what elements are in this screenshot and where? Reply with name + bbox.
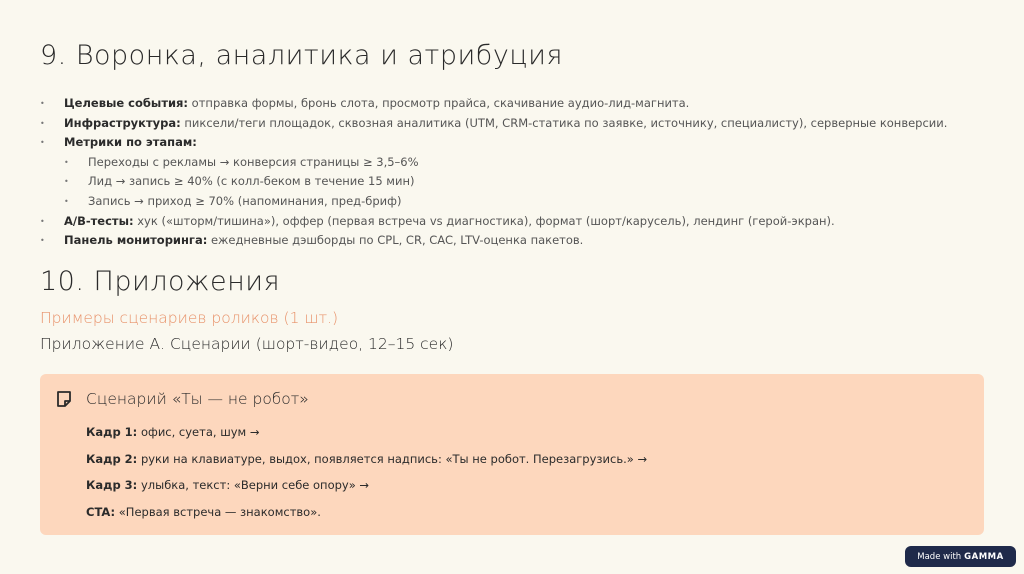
scenario-line-text: «Первая встреча — знакомство». (115, 504, 321, 519)
scenario-line-label: Кадр 2: (86, 451, 138, 466)
section-9-list (40, 94, 1000, 251)
sub-list-item-text: Переходы с рекламы → конверсия страницы ≥ 3,5–6% (88, 154, 419, 169)
list-item (40, 94, 1000, 114)
sub-list-item (40, 153, 1000, 173)
list-item-text: отправка формы, бронь слота, просмотр прайса, скачивание аудио-лид-магнита. (188, 96, 690, 110)
scenario-line (86, 452, 647, 479)
section-10-subtitle: Приложение А. Сценарии (шорт-видео, 12–15 сек) (40, 335, 454, 353)
scenario-card (40, 374, 984, 535)
badge-brand: GAMMA (964, 551, 1004, 562)
scenario-line-label: CTA: (86, 504, 116, 519)
list-item (40, 231, 1000, 251)
section-9-title: 9. Воронка, аналитика и атрибуция (40, 40, 563, 71)
list-item-label: Целевые события: (64, 96, 189, 110)
list-item (40, 212, 1000, 232)
scenario-line (86, 425, 647, 452)
section-10-title: 10. Приложения (40, 266, 281, 297)
sub-list-item-text: Лид → запись ≥ 40% (с колл-беком в течение 15 мин) (88, 174, 415, 189)
scenario-line-label: Кадр 1: (86, 425, 138, 439)
list-item-label: Метрики по этапам: (64, 135, 197, 150)
list-item-text: хук («шторм/тишина»), оффер (первая встреча vs диагностика), формат (шорт/карусель), лендинг (герой-экран). (133, 213, 835, 228)
sub-list-item (40, 192, 1000, 212)
scenario-line-text: офис, суета, шум → (137, 425, 260, 439)
scenario-line-text: руки на клавиатуре, выдох, появляется надпись: «Ты не робот. Перезагрузись.» → (137, 451, 648, 466)
sub-list-item (40, 172, 1000, 192)
list-item (40, 114, 1000, 134)
list-item-label: A/B-тесты: (64, 213, 134, 228)
list-item-text: ежедневные дэшборды по CPL, CR, CAC, LTV-оценка пакетов. (207, 233, 584, 248)
scenario-line-text: улыбка, текст: «Верни себе опору» → (137, 478, 370, 492)
badge-prefix: Made with (917, 551, 962, 562)
scenario-line (86, 505, 647, 532)
note-icon (55, 390, 73, 408)
list-item-label: Инфраструктура: (64, 115, 181, 130)
list-item (40, 133, 1000, 153)
scenario-line (86, 478, 647, 505)
list-item-text: пиксели/теги площадок, сквозная аналитика (UTM, CRM-статика по заявке, источнику, специалисту), серверные конверсии. (180, 115, 948, 130)
list-item-label: Панель мониторинга: (64, 233, 208, 248)
card-title: Сценарий «Ты — не робот» (86, 390, 309, 408)
scenario-line-label: Кадр 3: (86, 478, 138, 492)
section-10-accent-subtitle: Примеры сценариев роликов (1 шт.) (40, 309, 339, 327)
made-with-gamma-badge[interactable] (905, 546, 1016, 567)
card-lines (86, 425, 647, 531)
sub-list-item-text: Запись → приход ≥ 70% (напоминания, пред-бриф) (88, 193, 402, 208)
